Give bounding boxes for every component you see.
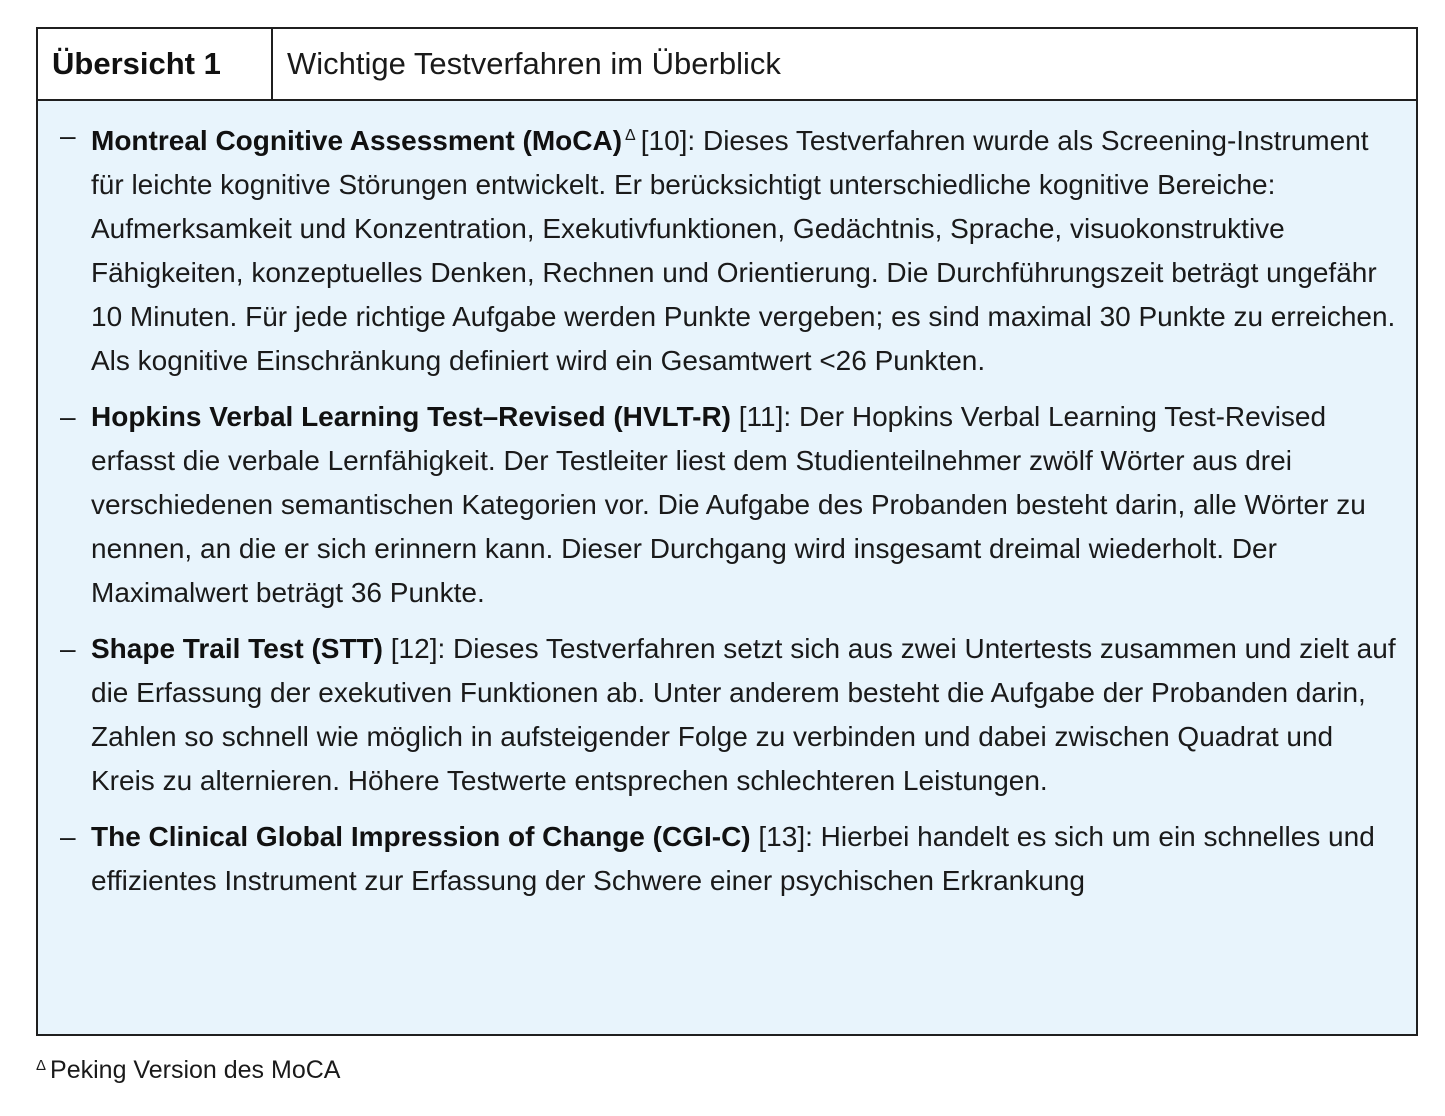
test-name: Montreal Cognitive Assessment (MoCA): [91, 125, 623, 156]
test-list: [38, 101, 1416, 903]
bullet-dash: –: [60, 401, 76, 432]
list-item-cgic: [38, 815, 1416, 903]
list-item-hvlt: [38, 395, 1416, 615]
test-description: : Der Hopkins Verbal Learning Test-Revised erfasst die verbale Lernfähigkeit. Der Testleiter liest dem Studienteilnehmer zwölf Wörter aus drei verschiedenen semantischen Kategorien vor. Die Aufgabe des Probanden besteht darin, alle Wörter zu nennen, an die er sich erinnern kann. Dieser Durchgang wird insgesamt dreimal wiederholt. Der Maximalwert beträgt 36 Punkte.: [91, 401, 1366, 608]
box-header: [38, 29, 1416, 101]
footnote-symbol: Δ: [36, 1057, 47, 1074]
test-name: Hopkins Verbal Learning Test–Revised (HVLT-R): [91, 401, 731, 432]
test-description: : Hierbei handelt es sich um ein schnelles und effizientes Instrument zur Erfassung der Schwere einer psychischen Erkrankung: [91, 821, 1375, 896]
bullet-dash: –: [60, 821, 76, 852]
bullet-dash: –: [60, 120, 76, 151]
reference: [10]: [640, 125, 688, 156]
test-name: Shape Trail Test (STT): [91, 633, 383, 664]
overview-label: Übersicht 1: [38, 29, 273, 99]
test-description: : Dieses Testverfahren wurde als Screening-Instrument für leichte kognitive Störungen entwickelt. Er berücksichtigt unterschiedliche kognitive Bereiche: Aufmerksamkeit und Konzentration, Exekutivfunktionen, Gedächtnis, Sprache, visuokonstruktive Fähigkeiten, konzeptuelles Denken, Rechnen und Orientierung. Die Durchführungszeit beträgt ungefähr 10 Minuten. Für jede richtige Aufgabe werden Punkte vergeben; es sind maximal 30 Punkte zu erreichen. Als kognitive Einschränkung definiert wird ein Gesamtwert <26 Punkten.: [91, 125, 1396, 376]
footnote-text: Peking Version des MoCA: [50, 1056, 341, 1084]
overview-box: [36, 27, 1418, 1036]
reference: [11]: [738, 401, 784, 432]
reference: [12]: [390, 633, 438, 664]
bullet-dash: –: [60, 633, 76, 664]
reference: [13]: [758, 821, 806, 852]
list-item-moca: [38, 114, 1416, 383]
overview-title: Wichtige Testverfahren im Überblick: [287, 46, 781, 81]
footnote: [36, 1056, 340, 1085]
list-item-stt: [38, 627, 1416, 803]
test-description: : Dieses Testverfahren setzt sich aus zwei Untertests zusammen und zielt auf die Erfassung der exekutiven Funktionen ab. Unter anderem besteht die Aufgabe der Probanden darin, Zahlen so schnell wie möglich in aufsteigender Folge zu verbinden und dabei zwischen Quadrat und Kreis zu alternieren. Höhere Testwerte entsprechen schlechteren Leistungen.: [91, 633, 1396, 796]
test-name: The Clinical Global Impression of Change (CGI-C): [91, 821, 751, 852]
delta-superscript: Δ: [625, 127, 636, 144]
